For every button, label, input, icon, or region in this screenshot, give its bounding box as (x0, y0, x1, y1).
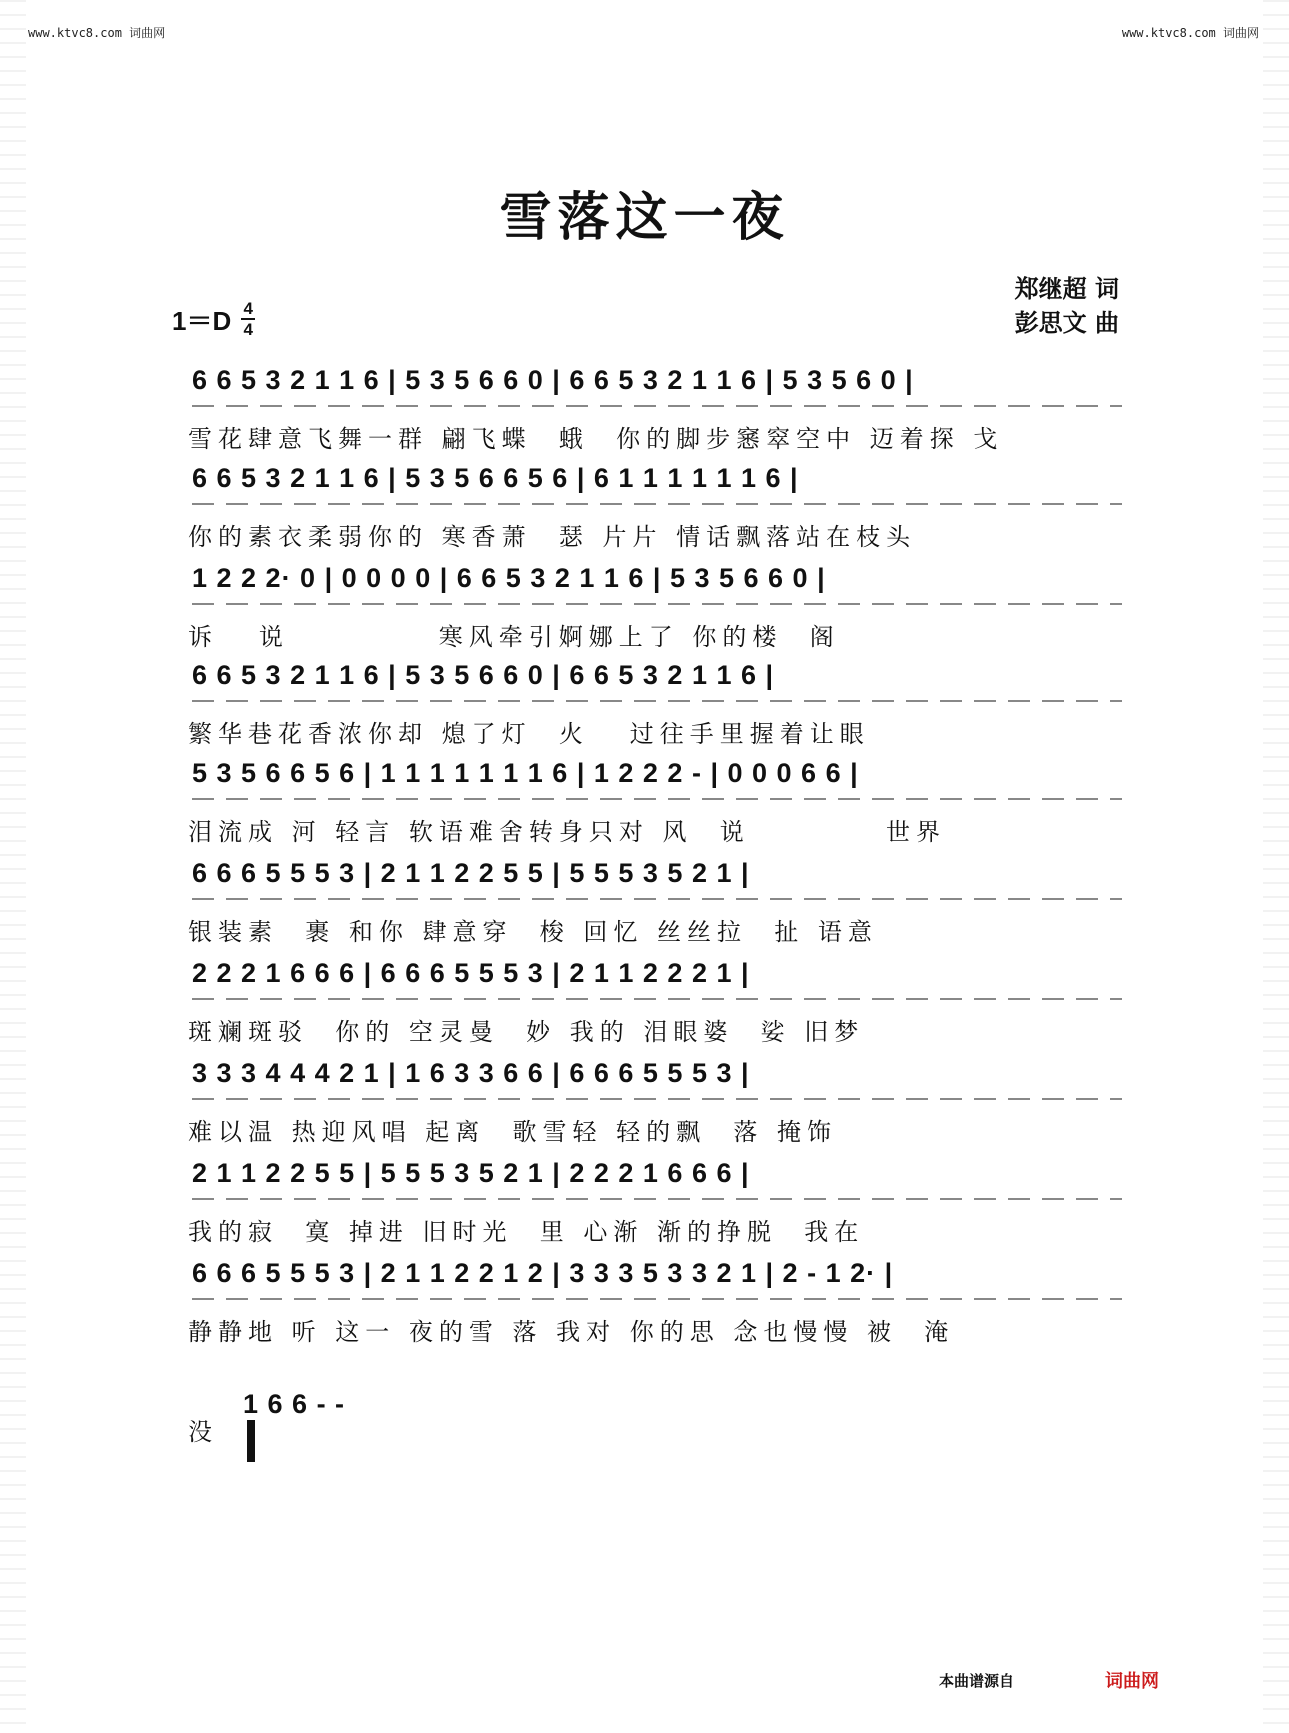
lyrics-line: 难以温 热迎风唱 起离 歌雪轻 轻的飘 落 掩饰 (188, 1118, 838, 1146)
score-row (188, 1058, 1122, 1158)
notes-line: 5 3 5 6 6 5 6 | 1 1 1 1 1 1 1 6 | 1 2 2 2 - | 0 0 0 6 6 | (192, 758, 859, 788)
score-row (188, 1358, 1122, 1458)
lyrics-line: 没 (188, 1418, 218, 1446)
time-signature-bottom: 4 (243, 320, 253, 339)
final-notes: 1 6 6 - - (243, 1389, 346, 1419)
lyricist-credit: 郑继超 词 (1014, 274, 1119, 303)
beam-lines (192, 898, 1122, 900)
notes-line: 6 6 5 3 2 1 1 6 | 5 3 5 6 6 0 | 6 6 5 3 2 1 1 6 | (192, 660, 775, 690)
site-url-left[interactable]: www.ktvc8.com 词曲网 (28, 26, 166, 40)
time-signature (241, 300, 255, 338)
notes-line: 2 2 2 1 6 6 6 | 6 6 6 5 5 5 3 | 2 1 1 2 2 2 1 | (192, 958, 750, 988)
score-row (188, 660, 1122, 760)
footer-brand-logo[interactable]: 词曲网 (1105, 1671, 1159, 1692)
notes-line: 6 6 6 5 5 5 3 | 2 1 1 2 2 1 2 | 3 3 3 5 3 3 2 1 | 2 - 1 2· | (192, 1258, 894, 1288)
site-url-right[interactable]: www.ktvc8.com 词曲网 (1121, 26, 1259, 40)
score-row (188, 1258, 1122, 1358)
notes-line: 1 2 2 2· 0 | 0 0 0 0 | 6 6 5 3 2 1 1 6 | 5 3 5 6 6 0 | (192, 563, 826, 593)
lyrics-line: 雪花肆意飞舞一群 翩飞蝶 蛾 你的脚步窸窣空中 迈着探 戈 (188, 425, 1004, 453)
notes-line (192, 1358, 1122, 1419)
score-row (188, 563, 1122, 663)
key-label: 1＝D (172, 305, 232, 336)
beam-lines (192, 798, 1122, 800)
beam-lines (192, 405, 1122, 407)
notes-line: 6 6 6 5 5 5 3 | 2 1 1 2 2 5 5 | 5 5 5 3 5 2 1 | (192, 858, 750, 888)
lyrics-line: 静静地 听 这一 夜的雪 落 我对 你的思 念也慢慢 被 淹 (188, 1318, 955, 1346)
notes-line: 6 6 5 3 2 1 1 6 | 5 3 5 6 6 5 6 | 6 1 1 1 1 1 1 6 | (192, 463, 799, 493)
score-row (188, 365, 1122, 465)
lyrics-line: 泪流成 河 轻言 软语难舍转身只对 风 说 世界 (188, 818, 947, 846)
lyrics-line: 斑斓斑驳 你的 空灵曼 妙 我的 泪眼婆 娑 旧梦 (188, 1018, 865, 1046)
lyrics-line: 我的寂 寞 掉进 旧时光 里 心渐 渐的挣脱 我在 (188, 1218, 865, 1246)
notes-line: 6 6 5 3 2 1 1 6 | 5 3 5 6 6 0 | 6 6 5 3 2 1 1 6 | 5 3 5 6 0 | (192, 365, 914, 395)
beam-lines (192, 1098, 1122, 1100)
lyrics-line: 繁华巷花香浓你却 熄了灯 火 过往手里握着让眼 (188, 720, 870, 748)
credits (1015, 272, 1119, 340)
notes-line: 2 1 1 2 2 5 5 | 5 5 5 3 5 2 1 | 2 2 2 1 6 6 6 | (192, 1158, 750, 1188)
beam-lines (192, 1198, 1122, 1200)
lyrics-line: 诉 说 寒风牵引婀娜上了 你的楼 阁 (188, 623, 840, 651)
left-watermark-strip (0, 0, 26, 1733)
beam-lines (192, 503, 1122, 505)
score-row (188, 1158, 1122, 1258)
beam-lines (192, 998, 1122, 1000)
right-watermark-strip (1263, 0, 1289, 1733)
key-signature (172, 300, 255, 338)
lyrics-line: 你的素衣柔弱你的 寒香萧 瑟 片片 情话飘落站在枝头 (188, 523, 917, 551)
time-signature-top: 4 (243, 299, 253, 318)
beam-lines (192, 603, 1122, 605)
score-row (188, 858, 1122, 958)
beam-lines (192, 700, 1122, 702)
notes-line: 3 3 3 4 4 4 2 1 | 1 6 3 3 6 6 | 6 6 6 5 5 5 3 | (192, 1058, 750, 1088)
composer-credit: 彭思文 曲 (1014, 308, 1119, 337)
lyrics-line: 银装素 裹 和你 肆意穿 梭 回忆 丝丝拉 扯 语意 (188, 918, 878, 946)
score-row (188, 463, 1122, 563)
score-row (188, 758, 1122, 858)
beam-lines (192, 1298, 1122, 1300)
footer-source-label: 本曲谱源自 (938, 1672, 1014, 1690)
song-title: 雪落这一夜 (499, 187, 790, 248)
score-row (188, 958, 1122, 1058)
